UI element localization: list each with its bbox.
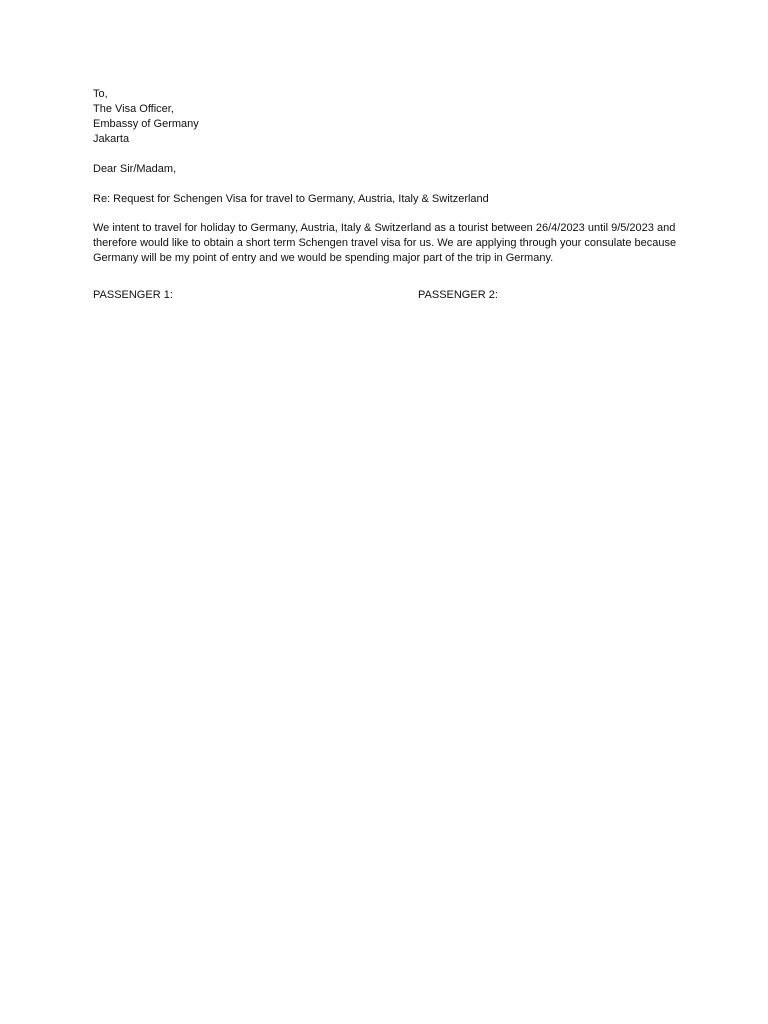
passenger-1-label: PASSENGER 1: [93,289,173,301]
recipient-address [93,87,199,147]
address-line: The Visa Officer, [93,103,174,115]
salutation: Dear Sir/Madam, [93,163,177,175]
body-paragraph: We intent to travel for holiday to Germany, Austria, Italy & Switzerland as a tourist between 26/4/2023 until 9/5/2023 and therefore would like to obtain a short term Schengen travel visa for us. We are applying through your consulate because Germany will be my point of entry and we would be spending major part of the trip in Germany. [93,222,677,264]
address-line: Embassy of Germany [93,118,199,130]
subject-line: Re: Request for Schengen Visa for travel to Germany, Austria, Italy & Switzerland [93,193,489,205]
passenger-2-label: PASSENGER 2: [418,289,498,301]
address-line: Jakarta [93,133,130,145]
address-line: To, [93,88,108,100]
